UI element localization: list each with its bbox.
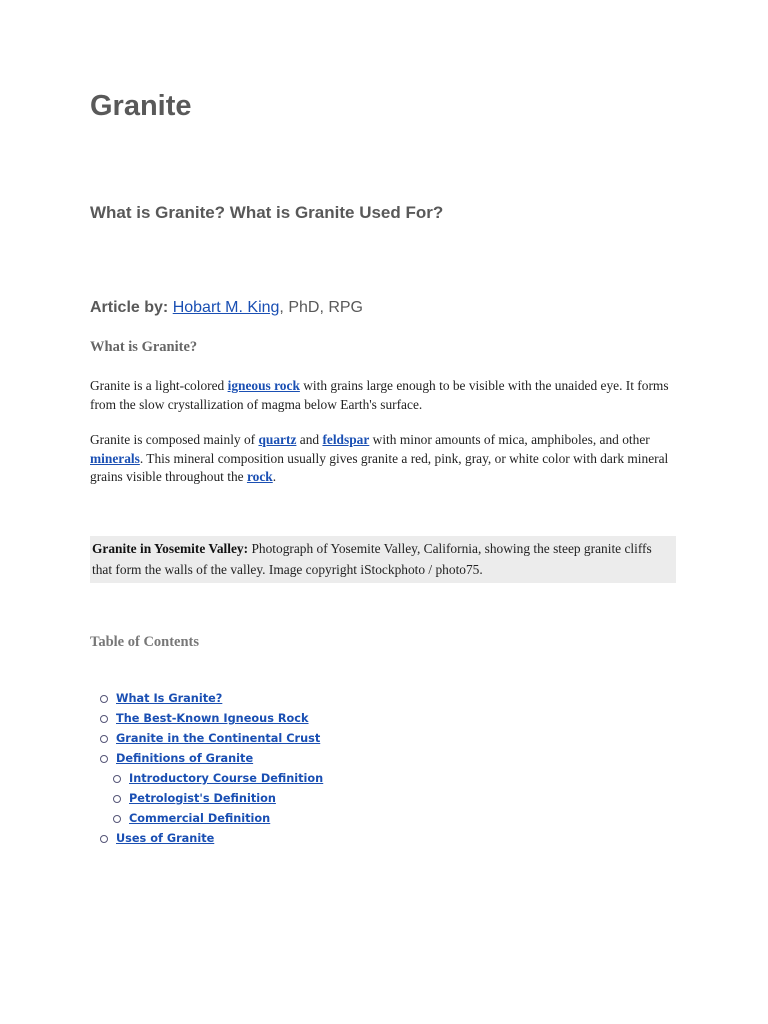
toc-link-petrologist-definition[interactable]: Petrologist's Definition xyxy=(129,792,276,805)
toc-item xyxy=(100,709,323,729)
paragraph-text: Granite is composed mainly of xyxy=(90,432,259,447)
paragraph-text: and xyxy=(296,432,323,447)
toc-item xyxy=(100,689,323,709)
toc-link-continental-crust[interactable]: Granite in the Continental Crust xyxy=(116,732,321,745)
byline-label: Article by: xyxy=(90,299,169,316)
caption-label: Granite in Yosemite Valley: xyxy=(92,541,249,556)
circle-bullet-icon xyxy=(100,835,108,843)
toc-title: Table of Contents xyxy=(90,634,200,650)
toc-item xyxy=(100,749,323,769)
circle-bullet-icon xyxy=(100,715,108,723)
paragraph-text: with minor amounts of mica, amphiboles, and other xyxy=(369,432,650,447)
rock-link[interactable]: rock xyxy=(246,469,273,484)
toc-link-uses-of-granite[interactable]: Uses of Granite xyxy=(116,832,215,845)
igneous-rock-link[interactable]: igneous rock xyxy=(227,378,300,393)
toc-subitem xyxy=(100,789,323,809)
toc-subitem xyxy=(100,769,323,789)
circle-bullet-icon xyxy=(100,755,108,763)
toc-link-commercial-definition[interactable]: Commercial Definition xyxy=(129,812,271,825)
page-title: Granite xyxy=(90,90,192,122)
section-heading: What is Granite? xyxy=(90,339,198,355)
byline xyxy=(90,299,363,317)
minerals-link[interactable]: minerals xyxy=(90,450,140,466)
intro-paragraph xyxy=(90,377,680,414)
toc-link-best-known-igneous-rock[interactable]: The Best-Known Igneous Rock xyxy=(116,712,309,725)
circle-bullet-icon xyxy=(113,795,121,803)
circle-bullet-icon xyxy=(100,695,108,703)
composition-paragraph xyxy=(90,431,680,487)
toc-item xyxy=(100,729,323,749)
circle-bullet-icon xyxy=(113,815,121,823)
caption-text: Photograph of Yosemite Valley, California, showing the steep granite cliffs that form the walls of the valley. Image copyright iStockphoto / photo75. xyxy=(92,541,652,577)
paragraph-text: . This mineral composition usually gives granite a red, pink, gray, or white color with dark mineral grains visible throughout the xyxy=(90,450,669,484)
paragraph-text: Granite is a light-colored xyxy=(90,378,228,393)
table-of-contents xyxy=(100,689,323,849)
toc-subitem xyxy=(100,809,323,829)
page-subtitle: What is Granite? What is Granite Used For? xyxy=(90,203,444,222)
paragraph-text: with grains large enough to be visible with the unaided eye. It forms from the slow crystallization of magma below Earth's surface. xyxy=(90,378,669,412)
author-credentials: , PhD, RPG xyxy=(279,299,363,316)
circle-bullet-icon xyxy=(113,775,121,783)
circle-bullet-icon xyxy=(100,735,108,743)
toc-link-definitions[interactable]: Definitions of Granite xyxy=(116,752,254,765)
paragraph-text: . xyxy=(272,469,277,484)
quartz-link[interactable]: quartz xyxy=(258,432,297,447)
image-caption xyxy=(90,536,676,583)
feldspar-link[interactable]: feldspar xyxy=(322,432,370,447)
toc-link-what-is-granite[interactable]: What Is Granite? xyxy=(116,692,223,705)
toc-link-introductory-definition[interactable]: Introductory Course Definition xyxy=(129,772,324,785)
toc-item xyxy=(100,829,323,849)
author-link[interactable]: Hobart M. King xyxy=(172,299,280,316)
